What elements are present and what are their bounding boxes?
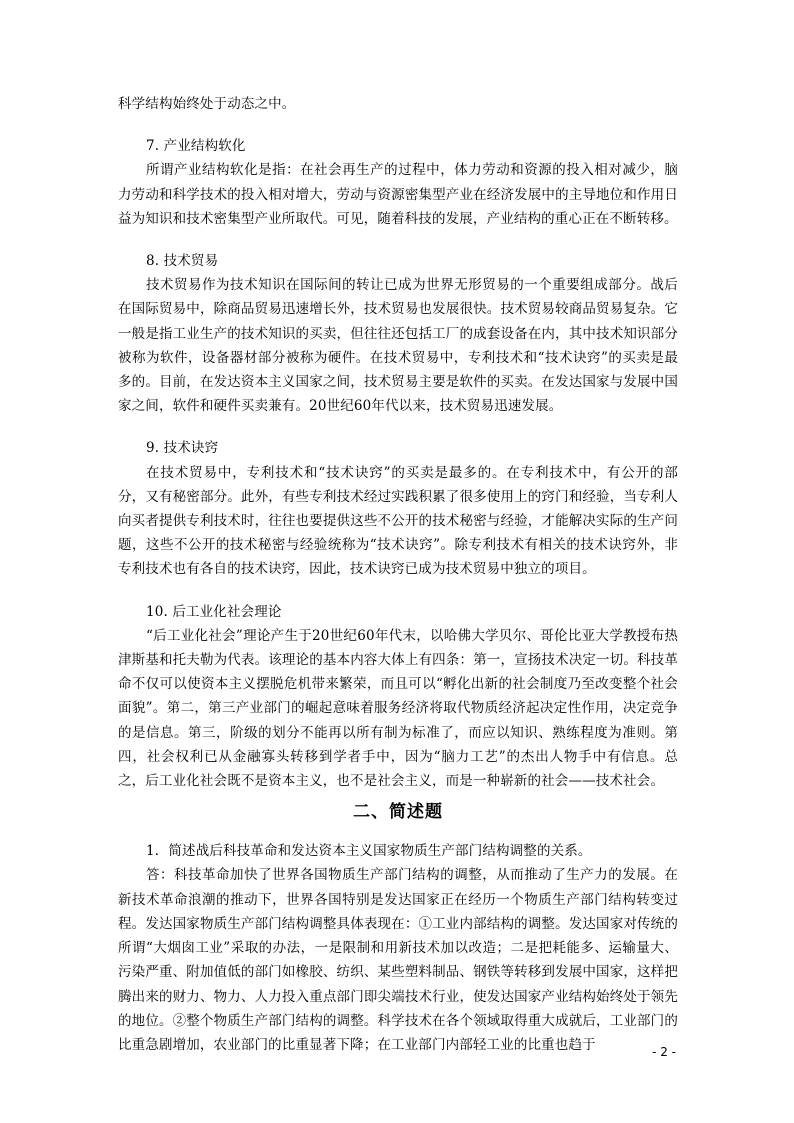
heading-item-8: 8. 技术贸易 bbox=[146, 253, 219, 270]
section-title: 二、简述题 bbox=[353, 802, 443, 823]
paragraph-continuation: 科学结构始终处于动态之中。 bbox=[118, 96, 296, 112]
paragraph-item-10: “后工业化社会”理论产生于20世纪60年代末，以哈佛大学贝尔、哥伦比亚大学教授布热津斯基和托夫勒为代表。该理论的基本内容大体上有四条：第一，宣扬技术决定一切。科技革命不仅可以使资本主义摆脱危机带来繁荣，而且可以“孵化出新的社会制度乃至改变整个社会面貌”。第二，第三产业部门的崛起意味着服务经济将取代物质经济起决定性作用，决定竞争的是信息。第三，阶级的划分不能再以所有制为标准了，而应以知识、熟练程度为准则。第四，社会权利已从金融寡头转移到学者手中，因为“脑力工艺”的杰出人物手中有信息。总之，后工业化社会既不是资本主义，也不是社会主义，而是一种崭新的社会——技术社会。 bbox=[118, 627, 678, 790]
document-page bbox=[118, 92, 678, 1057]
page-number: - 2 - bbox=[652, 1045, 676, 1059]
paragraph-item-8: 技术贸易作为技术知识在国际间的转让已成为世界无形贸易的一个重要组成部分。战后在国际贸易中，除商品贸易迅速增长外，技术贸易也发展很快。技术贸易较商品贸易复杂。它一般是指工业生产的技术知识的买卖，但往往还包括工厂的成套设备在内，其中技术知识部分被称为软件，设备器材部分被称为硬件。在技术贸易中，专利技术和“技术诀窍”的买卖是最多的。目前，在发达资本主义国家之间，技术贸易主要是软件的买卖。在发达国家与发展中国家之间，软件和硬件买卖兼有。20世纪60年代以来，技术贸易迅速发展。 bbox=[118, 277, 678, 415]
question-1: 1．简述战后科技革命和发达资本主义国家物质生产部门结构调整的关系。 bbox=[146, 843, 592, 860]
heading-item-7: 7. 产业结构软化 bbox=[146, 138, 246, 155]
answer-1: 答：科技革命加快了世界各国物质生产部门结构的调整，从而推动了生产力的发展。在新技术革命浪潮的推动下，世界各国特别是发达国家正在经历一个物质生产部门结构转变过程。发达国家物质生产部门结构调整具体表现在：①工业内部结构的调整。发达国家对传统的所谓“大烟囱工业”采取的办法，一是限制和用新技术加以改造；二是把耗能多、运输量大、污染严重、附加值低的部门如橡胶、纺织、某些塑料制品、钢铁等转移到发展中国家，这样把腾出来的财力、物力、人力投入重点部门即尖端技术行业，使发达国家产业结构始终处于领先的地位。②整个物质生产部门结构的调整。科学技术在各个领域取得重大成就后，工业部门的比重急剧增加，农业部门的比重显著下降；在工业部门内部轻工业的比重也趋于 bbox=[118, 867, 678, 1053]
heading-item-10: 10. 后工业化社会理论 bbox=[146, 603, 282, 620]
heading-item-9: 9. 技术诀窍 bbox=[146, 440, 219, 457]
paragraph-item-9: 在技术贸易中，专利技术和“技术诀窍”的买卖是最多的。在专利技术中，有公开的部分，又有秘密部分。此外，有些专利技术经过实践积累了很多使用上的窍门和经验，当专利人向买者提供专利技术时，往往也要提供这些不公开的技术秘密与经验，才能解决实际的生产问题，这些不公开的技术秘密与经验统称为“技术诀窍”。除专利技术有相关的技术诀窍外，非专利技术也有各自的技术诀窍，因此，技术诀窍已成为技术贸易中独立的项目。 bbox=[118, 464, 678, 578]
paragraph-item-7: 所谓产业结构软化是指：在社会再生产的过程中，体力劳动和资源的投入相对减少，脑力劳动和科学技术的投入相对增大，劳动与资源密集型产业在经济发展中的主导地位和作用日益为知识和技术密集型产业所取代。可见，随着科技的发展，产业结构的重心正在不断转移。 bbox=[118, 162, 678, 227]
